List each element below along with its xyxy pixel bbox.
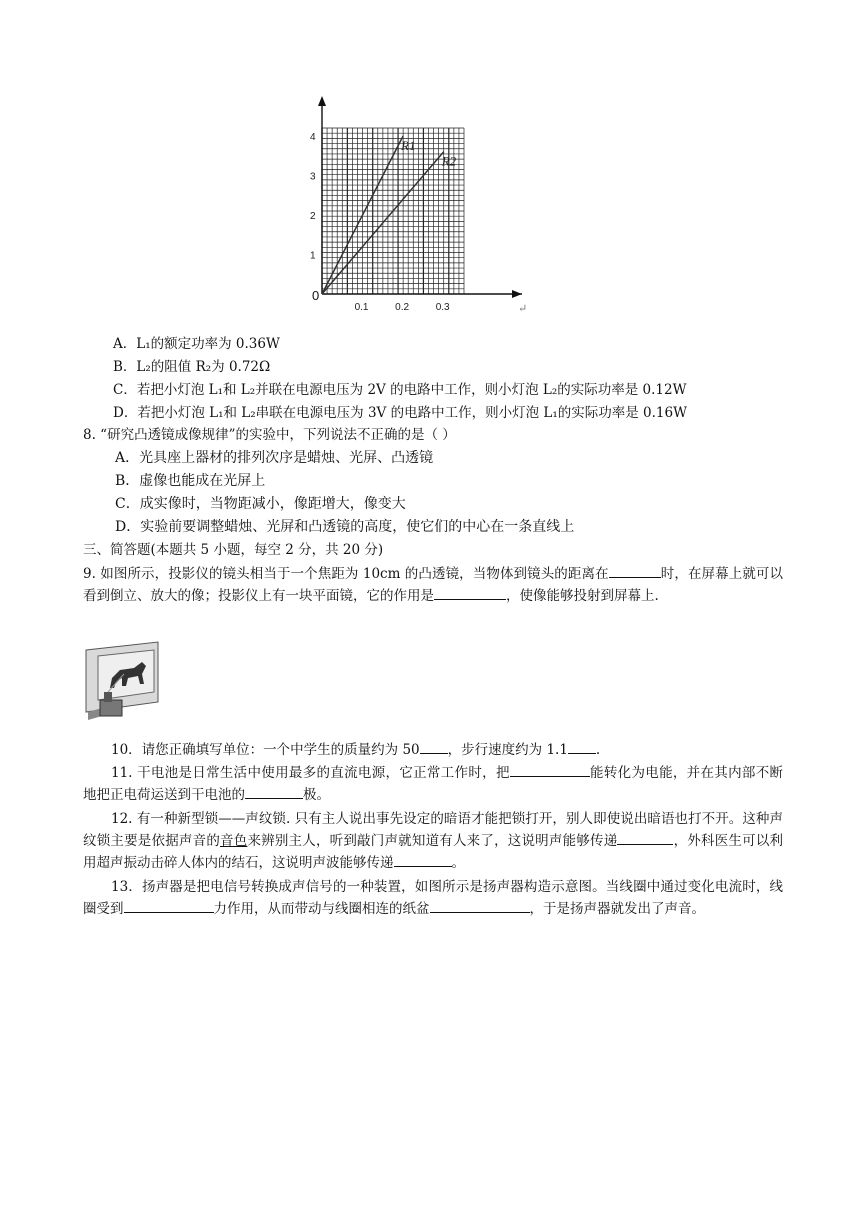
q8-option-a: A．光具座上器材的排列次序是蜡烛、光屏、凸透镜 (115, 450, 434, 466)
y-tick-label: 1 (310, 250, 316, 262)
q8-option-b: B．虚像也能成在光屏上 (115, 473, 266, 489)
q10-text: 10．请您正确填写单位：一个中学生的质量约为 50 ，步行速度约为 1.1 . (83, 739, 783, 761)
return-mark: ↵ (518, 302, 528, 315)
graph-axes (318, 96, 522, 298)
x-tick-label: 0.1 (354, 302, 369, 313)
y-tick-label: 4 (310, 131, 316, 143)
q7-option-d: D．若把小灯泡 L₁和 L₂串联在电源电压为 3V 的电路中工作，则小灯泡 L₁的实际功率是 0.16W (113, 405, 687, 421)
q9-blank-2 (434, 585, 506, 600)
q11-blank-2 (245, 784, 303, 799)
x-tick-label: 0.3 (435, 302, 450, 313)
q11-text: 11. 干电池是日常生活中使用最多的直流电源，它正常工作时，把 能转化为电能，并在其内部不断地把正电荷运送到干电池的 极。 (83, 762, 783, 806)
q12-blank-2 (394, 852, 452, 867)
section-heading: 三、简答题(本题共 5 小题，每空 2 分，共 20 分) (83, 542, 384, 558)
q7-option-a: A．L₁的额定功率为 0.36W (113, 336, 280, 352)
q9-text: 9. 如图所示，投影仪的镜头相当于一个焦距为 10cm 的凸透镜，当物体到镜头的距离在 时，在屏幕上就可以看到倒立、放大的像；投影仪上有一块平面镜，它的作用是 ，使像能够投射到屏幕上. (83, 563, 783, 607)
q12-text: 12. 有一种新型锁——声纹锁. 只有主人说出事先设定的暗语才能把锁打开，别人即使说出暗语也打不开。这种声纹锁主要是依据声音的音色来辨别主人，听到敲门声就知道有人来了，这说明声能够传递 ，外科医生可以利用超声振动击碎人体内的结石，这说明声波能够传递 。 (83, 811, 784, 871)
q10-blank-2 (568, 739, 596, 754)
q7-option-c: C．若把小灯泡 L₁和 L₂并联在电源电压为 2V 的电路中工作，则小灯泡 L₂的实际功率是 0.12W (113, 382, 687, 398)
q10-blank-1 (420, 739, 448, 754)
series-label: R2 (441, 153, 457, 169)
q13-blank-2 (430, 898, 530, 913)
iu-graph (300, 94, 540, 316)
series-label: R1 (401, 137, 416, 153)
q12-underlined-word: 音色 (220, 833, 248, 849)
origin-label: 0 (312, 288, 320, 303)
y-tick-label: 3 (310, 171, 316, 183)
q12-blank-1 (617, 830, 673, 845)
q9-blank-1 (609, 563, 661, 578)
q8-option-c: C．成实像时，当物距减小，像距增大，像变大 (115, 496, 406, 512)
q11-blank-1 (510, 762, 590, 777)
q7-option-b: B．L₂的阻值 R₂为 0.72Ω (113, 359, 271, 375)
x-tick-label: 0.2 (395, 302, 410, 313)
q8-stem: 8. “研究凸透镜成像规律”的实验中，下列说法不正确的是（ ） (83, 427, 456, 443)
q13-blank-1 (124, 898, 214, 913)
y-tick-label: 2 (310, 210, 316, 222)
q13-text: 13．扬声器是把电信号转换成声信号的一种装置，如图所示是扬声器构造示意图。当线圈中通过变化电流时，线圈受到 力作用，从而带动与线圈相连的纸盆 ，于是扬声器就发出了声音。 (83, 879, 783, 917)
x-axis-arrow (512, 290, 522, 298)
projector-image (84, 640, 160, 722)
y-axis-arrow (318, 96, 326, 106)
q8-option-d: D．实验前要调整蜡烛、光屏和凸透镜的高度，使它们的中心在一条直线上 (115, 519, 575, 535)
